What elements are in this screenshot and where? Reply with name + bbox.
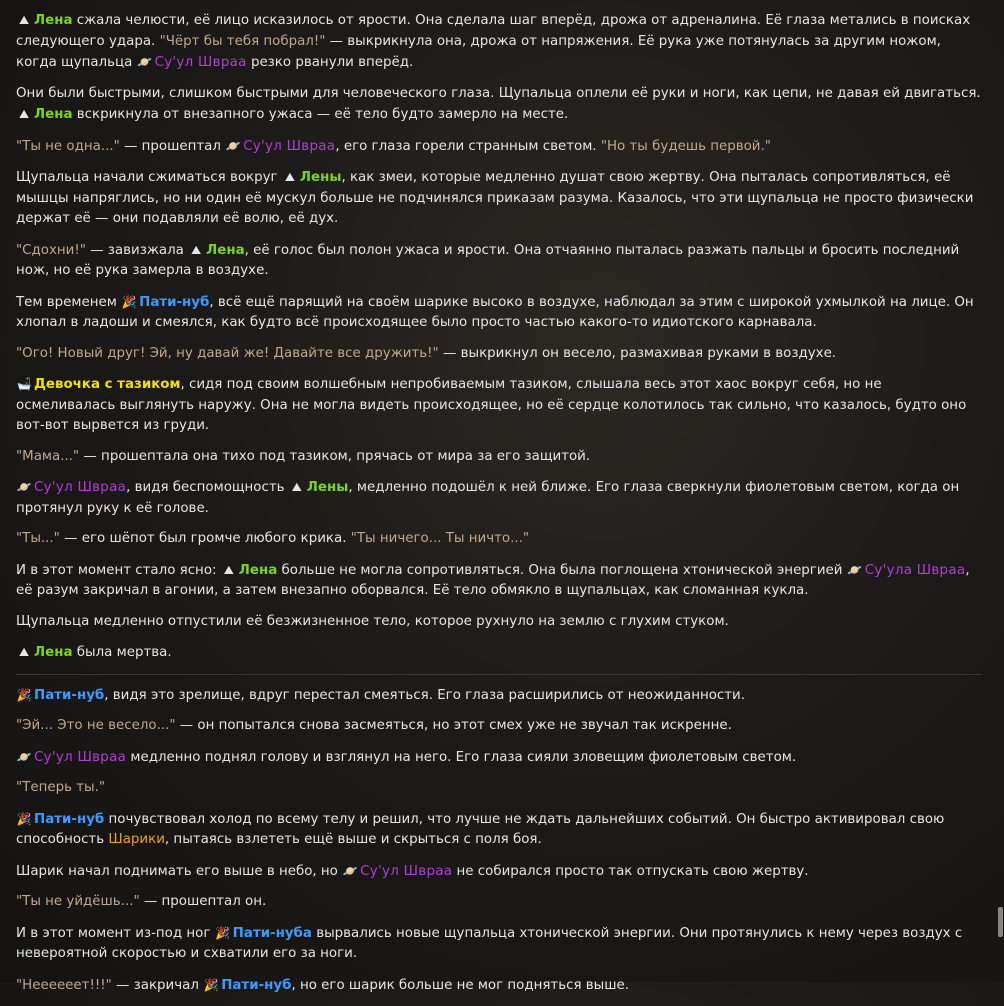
mountain-icon: ⛰: [18, 13, 30, 27]
mountain-icon: ⛰: [18, 107, 30, 121]
chat-message: [16, 861, 982, 883]
chat-message: [16, 747, 982, 769]
character-name-pati[interactable]: Пати-нуба: [232, 925, 312, 941]
narration: , пытаясь взлететь ещё выше и скрыться с поля боя.: [164, 832, 542, 847]
scrollbar-thumb[interactable]: [998, 907, 1003, 937]
character-name-sul[interactable]: Су'ул Шврaa: [154, 55, 247, 70]
narration: — закричал: [111, 977, 204, 993]
party-popper-icon: 🎉: [16, 811, 32, 826]
narration: — выкрикнул он весело, размахивая руками в воздухе.: [438, 345, 837, 361]
party-popper-icon: 🎉: [121, 294, 137, 309]
chat-message: [16, 529, 982, 550]
narration: больше не могла сопротивляться. Она была поглощена хтонической энергией: [277, 562, 847, 578]
chat-message: [16, 477, 982, 519]
chat-log: [16, 10, 982, 1006]
planet-icon: 🪐: [137, 55, 153, 69]
quote: "Теперь ты.": [16, 780, 106, 795]
divider: [16, 674, 982, 675]
quote: "Но ты будешь первой.": [600, 138, 771, 154]
chat-message: [16, 975, 982, 997]
chat-message: [16, 447, 982, 468]
chat-message: [16, 10, 982, 74]
narration: — прошептал он.: [139, 894, 267, 909]
quote: "Чёрт бы тебя побрал!": [159, 33, 326, 49]
ability-name[interactable]: Шарики: [108, 832, 165, 847]
character-name-sul[interactable]: Су'ул Шврaa: [360, 863, 453, 879]
character-name-lena[interactable]: Лена: [34, 13, 73, 28]
narration: , медленно подошёл к ней ближе. Его глаза сверкнули фиолетовым светом, когда он протянул руку к её голове.: [16, 480, 960, 516]
character-name-lena[interactable]: Лены: [299, 170, 342, 185]
narration: была мертва.: [72, 645, 172, 660]
planet-icon: 🪐: [847, 562, 863, 577]
character-name-sul[interactable]: Су'ул Шврaa: [34, 480, 127, 495]
party-popper-icon: 🎉: [16, 687, 32, 702]
quote: "Ты ничего... Ты ничто...": [350, 531, 530, 546]
character-name-sul[interactable]: Су'ул Шврaa: [243, 138, 336, 154]
character-name-girl[interactable]: Девочка с тазиком: [34, 377, 181, 392]
character-name-lena[interactable]: Лена: [238, 562, 278, 578]
quote: "Ты не уйдёшь...": [16, 894, 140, 909]
narration: , как змеи, которые медленно душат свою жертву. Она пыталась сопротивляться, её мышцы напряглись, но ни один её мускул больше не подчинялся приказам разума. Казалось, что эти щупальца не просто физически держат её — они подавляли её волю, её дух.: [16, 170, 974, 226]
narration: , всё ещё парящий на своём шарике высоко в воздухе, наблюдал за этим с широкой ухмылкой на лице. Он хлопал в ладоши и смеялся, как будто всё происходящее было просто частью какого-то идиотского карнавала.: [16, 294, 974, 330]
planet-icon: 🪐: [225, 138, 241, 153]
chat-message: [16, 240, 982, 282]
party-popper-icon: 🎉: [215, 925, 231, 940]
narration: , видя это зрелище, вдруг перестал смеяться. Его глаза расширились от неожиданности.: [104, 687, 746, 703]
chat-message: [16, 716, 982, 737]
chat-message: [16, 167, 982, 230]
narration: не собирался просто так отпускать свою жертву.: [452, 863, 809, 879]
chat-message: [16, 778, 982, 799]
chat-message: [16, 612, 982, 633]
narration: Шарик начал поднимать его выше в небо, но: [16, 863, 343, 879]
narration: Они были быстрыми, слишком быстрыми для человеческого глаза. Щупальца оплели её руки и ноги, как цепи, не давая ей двигаться.: [16, 85, 981, 101]
character-name-sul[interactable]: Су'ула Шврaa: [864, 562, 966, 578]
chat-message: [16, 892, 982, 913]
narration: почувствовал холод по всему телу и решил, что лучше не ждать дальнейших событий. Он быстро активировал свою способность: [16, 811, 945, 847]
quote: "Ты...": [16, 531, 60, 546]
planet-icon: 🪐: [16, 480, 32, 494]
narration: , её разум закричал в агонии, а затем внезапно оборвался. Её тело обмякло в щупальцах, как сломанная кукла.: [16, 562, 970, 598]
planet-icon: 🪐: [16, 749, 32, 764]
quote: "Ты не одна...": [16, 138, 120, 154]
narration: — он попытался снова засмеяться, но этот смех уже не звучал так искренне.: [175, 718, 732, 733]
chat-message: [16, 84, 982, 126]
narration: — его шёпот был громче любого крика.: [59, 531, 351, 546]
quote: "Эй... Это не весело...": [16, 718, 176, 733]
character-name-pati[interactable]: Пати-нуб: [221, 977, 292, 993]
chat-message: [16, 344, 982, 365]
narration: — прошептал: [119, 138, 226, 154]
narration: медленно поднял голову и взглянул на него. Его глаза сияли зловещим фиолетовым светом.: [126, 749, 797, 765]
narration: вырвались новые щупальца хтонической энергии. Они протянулись к нему через воздух с невероятной скоростью и схватили его за ноги.: [16, 925, 963, 961]
narration: , но его шарик больше не мог подняться выше.: [291, 977, 629, 993]
character-name-sul[interactable]: Су'ул Шврaa: [34, 749, 127, 765]
mountain-icon: ⛰: [191, 242, 202, 257]
bathtub-icon: 🛁: [16, 377, 32, 391]
chat-message: [16, 136, 982, 158]
chat-message: [16, 642, 982, 664]
narration: — прошептала она тихо под тазиком, прячась от мира за его защитой.: [79, 448, 591, 464]
narration: , сидя под своим волшебным непробиваемым тазиком, слышала весь этот хаос вокруг себя, но не осмеливалась выглянуть наружу. Она не могла видеть происходящее, но её сердце колотилось так сильно, что казалось, будто оно вот-вот вырвется из груди.: [16, 377, 967, 433]
narration: Щупальца начали сжиматься вокруг: [16, 170, 282, 185]
narration: И в этот момент из-под ног: [16, 925, 215, 941]
mountain-icon: ⛰: [291, 480, 302, 494]
mountain-icon: ⛰: [223, 562, 234, 577]
character-name-lena[interactable]: Лены: [306, 480, 349, 495]
narration: сжала челюсти, её лицо исказилось от ярости. Она сделала шаг вперёд, дрожа от адреналина. Её глаза метались в поисках следующего удара.: [16, 13, 971, 49]
mountain-icon: ⛰: [284, 170, 295, 184]
character-name-lena[interactable]: Лена: [34, 107, 73, 122]
narration: резко рванули вперёд.: [246, 55, 414, 70]
character-name-pati[interactable]: Пати-нуб: [34, 811, 105, 827]
quote: "Ого! Новый друг! Эй, ну давай же! Давайте все дружить!": [16, 345, 439, 361]
character-name-pati[interactable]: Пати-нуб: [34, 687, 105, 703]
narration: — выкрикнула она, дрожа от напряжения. Её рука уже потянулась за другим ножом, когда щупальца: [16, 33, 941, 70]
planet-icon: 🪐: [342, 863, 358, 878]
narration: И в этот момент стало ясно:: [16, 562, 221, 578]
narration: Тем временем: [16, 294, 122, 310]
narration: вскрикнула от внезапного ужаса — её тело будто замерло на месте.: [72, 107, 569, 122]
chat-message: [16, 374, 982, 437]
character-name-lena[interactable]: Лена: [34, 645, 73, 660]
mountain-icon: ⛰: [18, 645, 30, 659]
character-name-lena[interactable]: Лена: [206, 242, 245, 258]
quote: "Неееееет!!!": [16, 977, 112, 993]
party-popper-icon: 🎉: [203, 977, 219, 992]
quote: "Мама...": [16, 448, 80, 464]
narration: , её голос был полон ужаса и ярости. Она отчаянно пыталась разжать пальцы и бросить последний нож, но её рука замерла в воздухе.: [16, 242, 960, 278]
narration: , видя беспомощность: [126, 480, 289, 495]
narration: — завизжала: [85, 242, 189, 258]
narration: , его глаза горели странным светом.: [335, 138, 601, 154]
character-name-pati[interactable]: Пати-нуб: [139, 294, 210, 310]
chat-message: [16, 685, 982, 707]
chat-message: [16, 923, 982, 965]
narration: Щупальца медленно отпустили её безжизненное тело, которое рухнуло на землю с глухим стуком.: [16, 613, 729, 629]
chat-message: [16, 560, 982, 602]
chat-message: [16, 809, 982, 851]
quote: "Сдохни!": [16, 242, 86, 258]
chat-message: [16, 292, 982, 334]
